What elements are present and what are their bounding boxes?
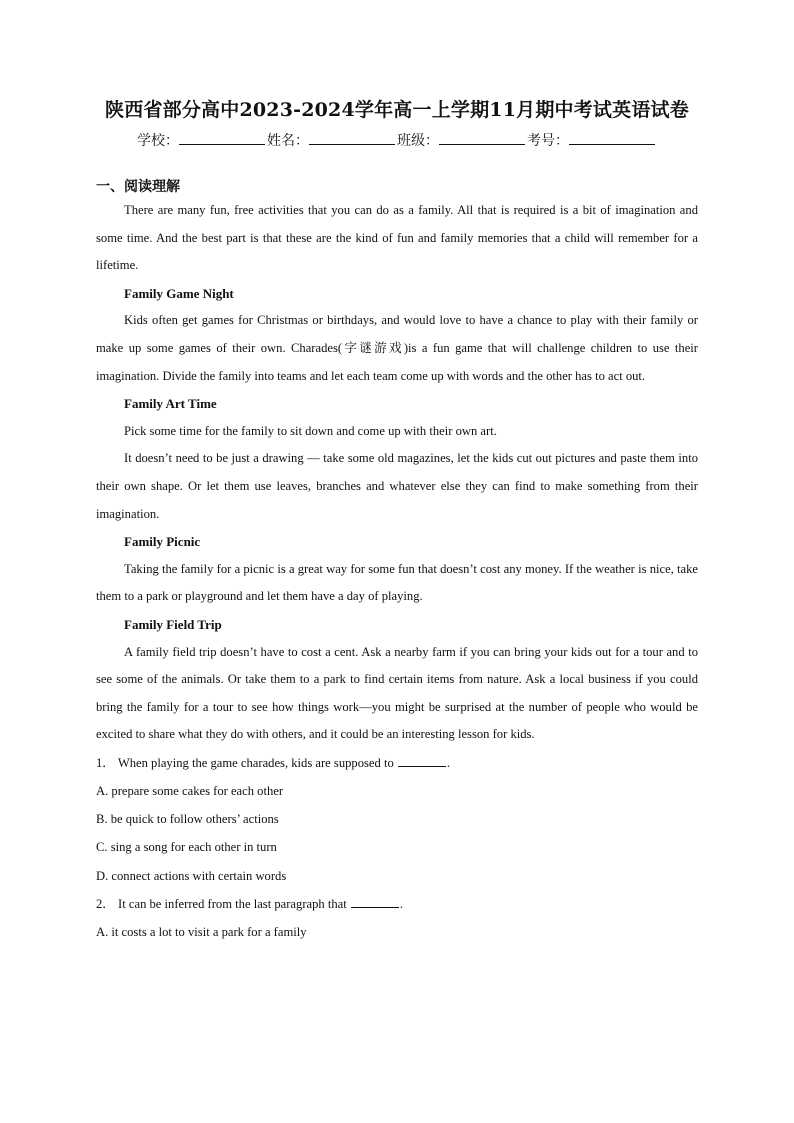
q1-option-c[interactable]: C. sing a song for each other in turn [96,840,277,855]
paragraph-art-time-2: It doesn’t need to be just a drawing — take some old magazines, let the kids cut out pictures and paste them into their own shape. Or let them use leaves, branches and whatever else they can find to make something from their imagination. [96,451,698,521]
paragraph-art-time-1: Pick some time for the family to sit down and come up with their own art. [124,423,497,438]
exam-title: 陕西省部分高中2023-2024学年高一上学期11月期中考试英语试卷 [105,99,689,121]
exam-number-blank[interactable] [569,130,655,145]
answer-blank[interactable] [351,895,399,908]
school-blank[interactable] [179,130,265,145]
class-label: 班级： [397,133,439,149]
question-number: 1． [96,755,115,770]
paragraph-game-night: Kids often get games for Christmas or birthdays, and would love to have a chance to play with their family or make up some games of their own. Charades(字谜游戏)is a fun game that will challenge children to use their imagination. Divide the family into teams and let each team come up with words and the other has to act out. [96,313,698,383]
question-stem: It can be inferred from the last paragraph that [118,896,347,911]
subhead-picnic: Family Picnic [124,534,201,550]
q1-option-d[interactable]: D. connect actions with certain words [96,868,287,883]
class-blank[interactable] [439,130,525,145]
q1-option-b[interactable]: B. be quick to follow others’ actions [96,812,279,827]
question-1 [96,749,698,777]
student-info-line [96,130,698,151]
question-2 [96,890,698,918]
question-stem: When playing the game charades, kids are supposed to [117,755,394,770]
q1-option-a[interactable]: A. prepare some cakes for each other [96,784,284,799]
answer-blank[interactable] [398,754,446,767]
exam-number-label: 考号： [527,133,569,149]
intro-paragraph: There are many fun, free activities that you can do as a family. All that is required is a bit of imagination and some time. And the best part is that these are the kind of fun and family memories that a child will remember for a lifetime. [96,203,698,273]
question-number: 2． [96,896,115,911]
paragraph-picnic: Taking the family for a picnic is a great way for some fun that doesn’t cost any money. If the weather is nice, take them to a park or playground and let them have a day of playing. [96,561,698,604]
name-blank[interactable] [309,130,395,145]
q2-option-a[interactable]: A. it costs a lot to visit a park for a family [96,925,307,940]
school-label: 学校： [137,133,179,149]
subhead-game-night: Family Game Night [124,285,234,301]
paragraph-field-trip: A family field trip doesn’t have to cost a cent. Ask a nearby farm if you can bring your kids out for a tour and to see some of the animals. Or take them to a park to find certain items from nature. Ask a local business if you could bring the family for a tour to see how things work—you might be surprised at the number of people who would be excited to share what they do with others, and it could be an interesting lesson for kids. [96,644,698,742]
question-end: . [446,755,451,770]
name-label: 姓名： [267,133,309,149]
section-heading: 一、阅读理解 [96,179,180,195]
subhead-art-time: Family Art Time [124,396,217,412]
subhead-field-trip: Family Field Trip [124,616,222,632]
question-end: . [399,896,404,911]
